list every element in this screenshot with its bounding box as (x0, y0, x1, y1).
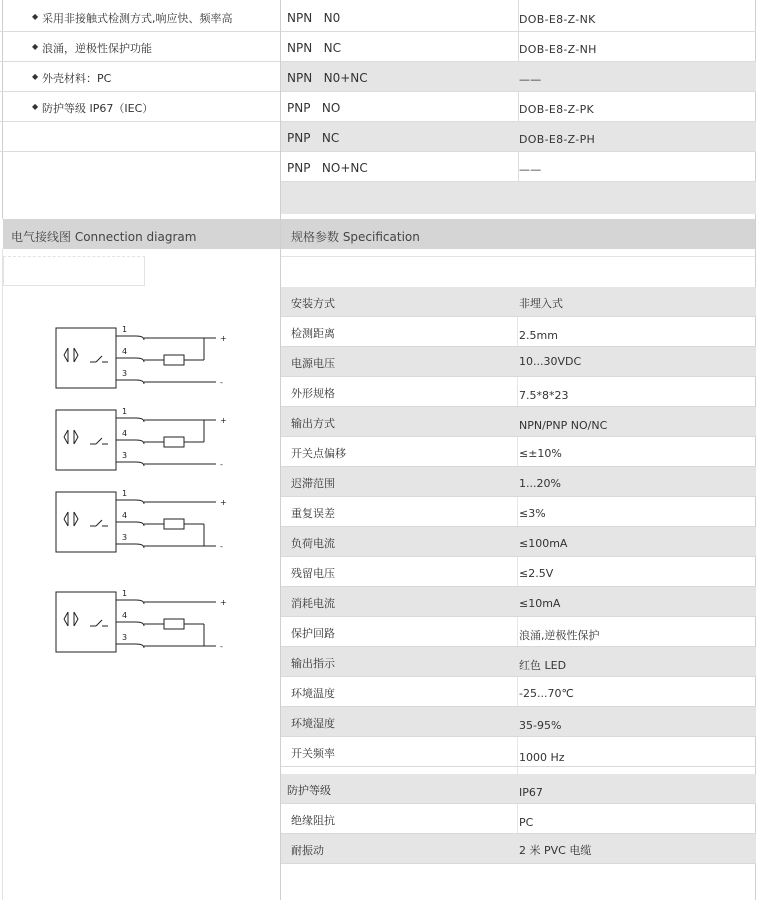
minus-label: - (220, 542, 223, 551)
specification-header (281, 219, 755, 249)
spec-key: 环境湿度 (291, 717, 335, 730)
table-row (281, 677, 756, 707)
spec-key: 绝缘阻抗 (291, 814, 335, 827)
empty-cell (281, 256, 755, 287)
model-code: —— (519, 73, 542, 86)
spec-value: 2.5mm (519, 329, 558, 342)
table-row (281, 527, 756, 557)
model-code: DOB-E8-Z-PH (519, 133, 596, 146)
spec-value: -25...70℃ (519, 687, 574, 700)
feature-text: 浪涌，逆极性保护功能 (42, 42, 152, 55)
connection-diagram-header (3, 219, 280, 249)
spec-value: 35-95% (519, 719, 562, 732)
output-type: NPN NC (287, 41, 341, 55)
pin-1-label: 1 (122, 325, 128, 334)
spec-key: 残留电压 (291, 567, 335, 580)
feature-text: 防护等级 IP67（IEC） (42, 102, 154, 115)
feature-text: 采用非接触式检测方式,响应快、频率高 (42, 12, 233, 25)
pin-4-label: 4 (122, 511, 128, 520)
table-row (281, 737, 756, 767)
spec-key: 迟滞范围 (291, 477, 335, 490)
spec-key: 开关频率 (291, 747, 335, 760)
spec-value: NPN/PNP NO/NC (519, 419, 608, 432)
spec-value: ≤10mA (519, 597, 561, 610)
spec-key: 电源电压 (291, 357, 335, 370)
bullet-icon: ◆ (32, 72, 39, 81)
pin-1-label: 1 (122, 489, 128, 498)
wiring-diagram-npn-nc (56, 410, 216, 470)
spec-value: 非埋入式 (519, 297, 563, 310)
table-row (281, 437, 756, 467)
output-type: PNP NO (287, 101, 341, 115)
pin-3-label: 3 (122, 451, 128, 460)
minus-label: - (220, 378, 223, 387)
spec-value: ≤±10% (519, 447, 562, 460)
table-row (281, 587, 756, 617)
spec-value: 1000 Hz (519, 751, 565, 764)
plus-label: + (220, 334, 227, 343)
bullet-icon: ◆ (32, 12, 39, 21)
wiring-diagram-pnp-nc (56, 592, 216, 652)
model-code: DOB-E8-Z-NK (519, 13, 596, 26)
model-code: DOB-E8-Z-PK (519, 103, 595, 116)
table-row (281, 32, 756, 62)
spec-key: 耐振动 (291, 844, 324, 857)
plus-label: + (220, 416, 227, 425)
spec-value: 1...20% (519, 477, 561, 490)
bullet-icon: ◆ (32, 102, 39, 111)
table-row (281, 804, 756, 834)
table-row (281, 347, 756, 377)
minus-label: - (220, 460, 223, 469)
pin-4-label: 4 (122, 429, 128, 438)
feature-item (0, 32, 280, 62)
pin-1-label: 1 (122, 589, 128, 598)
pin-3-label: 3 (122, 533, 128, 542)
left-border-lower (2, 249, 3, 900)
feature-item-empty (0, 122, 280, 152)
section-title: 电气接线图 Connection diagram (11, 230, 197, 244)
table-row (281, 152, 756, 182)
output-type: PNP NO+NC (287, 161, 368, 175)
table-row (281, 617, 756, 647)
spec-key: 开关点偏移 (291, 447, 346, 460)
spec-key: 负荷电流 (291, 537, 335, 550)
feature-text: 外壳材料：PC (42, 72, 112, 85)
spec-key: 保护回路 (291, 627, 335, 640)
pin-4-label: 4 (122, 347, 128, 356)
table-row (281, 62, 756, 92)
table-row (281, 834, 756, 864)
spec-key: 输出方式 (291, 417, 335, 430)
feature-item (0, 62, 280, 92)
table-row (281, 774, 756, 804)
table-row-empty (281, 182, 756, 214)
table-row (281, 647, 756, 677)
table-row (281, 467, 756, 497)
table-row (281, 287, 756, 317)
spec-key: 环境温度 (291, 687, 335, 700)
spec-value: 浪涌,逆极性保护 (519, 629, 600, 642)
spec-key: 输出指示 (291, 657, 335, 670)
spec-value: 2 米 PVC 电缆 (519, 844, 592, 857)
spec-value: ≤3% (519, 507, 546, 520)
spec-value: PC (519, 816, 534, 829)
minus-label: - (220, 642, 223, 651)
spec-key: 防护等级 (287, 784, 331, 797)
spec-value: ≤100mA (519, 537, 568, 550)
spec-value: 7.5*8*23 (519, 389, 569, 402)
spec-key: 检测距离 (291, 327, 335, 340)
output-type: NPN N0+NC (287, 71, 368, 85)
table-row (281, 122, 756, 152)
wiring-diagram-npn-no (56, 328, 216, 388)
output-type: NPN N0 (287, 11, 341, 25)
model-code: —— (519, 163, 542, 176)
spec-key: 外形规格 (291, 387, 335, 400)
table-row (281, 317, 756, 347)
table-row (281, 377, 756, 407)
output-type: PNP NC (287, 131, 340, 145)
bullet-icon: ◆ (32, 42, 39, 51)
empty-cell (3, 256, 145, 286)
spec-value: ≤2.5V (519, 567, 554, 580)
table-row (281, 2, 756, 32)
section-title: 规格参数 Specification (291, 230, 420, 244)
spec-value: IP67 (519, 786, 543, 799)
spec-key: 消耗电流 (291, 597, 335, 610)
pin-3-label: 3 (122, 369, 128, 378)
model-code: DOB-E8-Z-NH (519, 43, 597, 56)
feature-item (0, 92, 280, 122)
table-row (281, 92, 756, 122)
plus-label: + (220, 498, 227, 507)
pin-3-label: 3 (122, 633, 128, 642)
plus-label: + (220, 598, 227, 607)
spec-key: 安装方式 (291, 297, 335, 310)
pin-4-label: 4 (122, 611, 128, 620)
wiring-diagram-pnp-no (56, 492, 216, 552)
table-row (281, 707, 756, 737)
spec-value: 10...30VDC (519, 355, 582, 368)
table-row (281, 407, 756, 437)
wiring-diagram (40, 320, 240, 660)
table-row (281, 497, 756, 527)
table-row (281, 557, 756, 587)
spec-value: 红色 LED (519, 659, 567, 672)
spec-key: 重复误差 (291, 507, 335, 520)
pin-1-label: 1 (122, 407, 128, 416)
feature-item (0, 2, 280, 32)
